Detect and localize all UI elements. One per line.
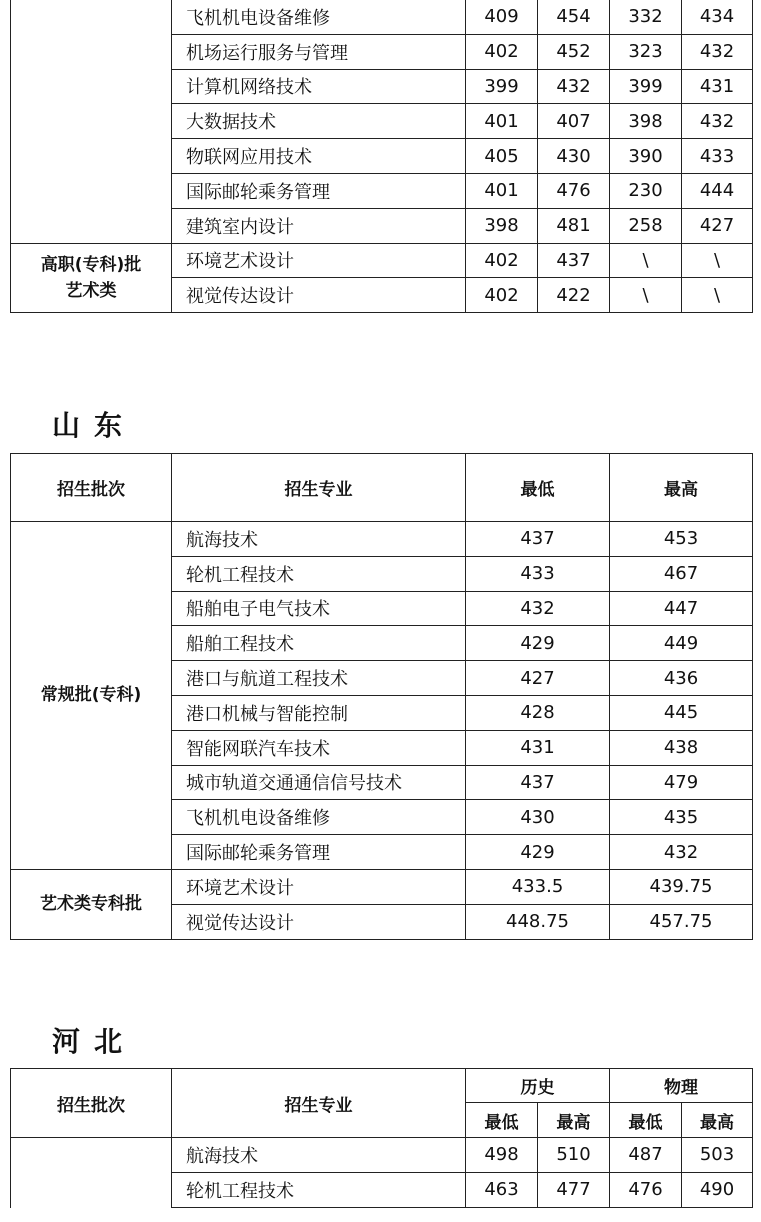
- max-score-cell: 449: [610, 626, 753, 661]
- major-cell: 机场运行服务与管理: [172, 34, 466, 69]
- score-cell: 432: [538, 69, 610, 104]
- header-major: 招生专业: [172, 1069, 466, 1138]
- min-score-cell: 431: [466, 730, 610, 765]
- max-score-cell: 432: [610, 835, 753, 870]
- score-cell: 432: [682, 104, 753, 139]
- score-cell: 431: [682, 69, 753, 104]
- major-cell: 建筑室内设计: [172, 208, 466, 243]
- min-score-cell: 427: [466, 661, 610, 696]
- header-batch: 招生批次: [11, 1069, 172, 1138]
- score-cell: 405: [466, 139, 538, 174]
- major-cell: 轮机工程技术: [172, 556, 466, 591]
- major-cell: 船舶电子电气技术: [172, 591, 466, 626]
- score-cell: 258: [610, 208, 682, 243]
- min-score-cell: 437: [466, 765, 610, 800]
- score-cell: 503: [682, 1138, 753, 1173]
- score-table-shandong: [10, 453, 753, 940]
- min-score-cell: 428: [466, 695, 610, 730]
- min-score-cell: 432: [466, 591, 610, 626]
- major-cell: 大数据技术: [172, 104, 466, 139]
- section-title-shandong: 山东: [52, 409, 137, 442]
- max-score-cell: 447: [610, 591, 753, 626]
- major-cell: 物联网应用技术: [172, 139, 466, 174]
- score-cell: 407: [538, 104, 610, 139]
- score-cell: \: [610, 243, 682, 278]
- major-cell: 智能网联汽车技术: [172, 730, 466, 765]
- score-cell: 433: [682, 139, 753, 174]
- score-cell: 477: [538, 1172, 610, 1207]
- batch-cell: [11, 243, 172, 313]
- score-cell: 402: [466, 34, 538, 69]
- batch-label-line2: 艺术类: [65, 280, 117, 301]
- section-title-hebei: 河北: [52, 1025, 137, 1058]
- major-cell: 飞机机电设备维修: [172, 0, 466, 34]
- table-row: [11, 243, 753, 278]
- min-score-cell: 430: [466, 800, 610, 835]
- batch-cell: 常规批(专科): [11, 522, 172, 870]
- max-score-cell: 438: [610, 730, 753, 765]
- min-score-cell: 437: [466, 522, 610, 557]
- table-row: [11, 1138, 753, 1173]
- header-physics-max: 最高: [682, 1103, 753, 1138]
- major-cell: 视觉传达设计: [172, 278, 466, 313]
- score-cell: 490: [682, 1172, 753, 1207]
- header-physics: 物理: [610, 1069, 753, 1103]
- max-score-cell: 435: [610, 800, 753, 835]
- batch-cell: [11, 1138, 172, 1208]
- table-row: [11, 522, 753, 557]
- score-cell: 390: [610, 139, 682, 174]
- major-cell: 计算机网络技术: [172, 69, 466, 104]
- header-history-max: 最高: [538, 1103, 610, 1138]
- table-row: [11, 0, 753, 34]
- score-cell: 430: [538, 139, 610, 174]
- min-score-cell: 448.75: [466, 904, 610, 939]
- score-cell: 402: [466, 278, 538, 313]
- major-cell: 轮机工程技术: [172, 1172, 466, 1207]
- major-cell: 视觉传达设计: [172, 904, 466, 939]
- major-cell: 国际邮轮乘务管理: [172, 835, 466, 870]
- max-score-cell: 479: [610, 765, 753, 800]
- score-cell: 434: [682, 0, 753, 34]
- max-score-cell: 436: [610, 661, 753, 696]
- major-cell: 环境艺术设计: [172, 243, 466, 278]
- major-cell: 城市轨道交通通信信号技术: [172, 765, 466, 800]
- min-score-cell: 429: [466, 626, 610, 661]
- score-cell: 399: [610, 69, 682, 104]
- major-cell: 环境艺术设计: [172, 869, 466, 904]
- min-score-cell: 433: [466, 556, 610, 591]
- score-cell: 323: [610, 34, 682, 69]
- major-cell: 船舶工程技术: [172, 626, 466, 661]
- score-cell: 427: [682, 208, 753, 243]
- major-cell: 航海技术: [172, 522, 466, 557]
- major-cell: 飞机机电设备维修: [172, 800, 466, 835]
- score-cell: 399: [466, 69, 538, 104]
- score-cell: \: [610, 278, 682, 313]
- max-score-cell: 453: [610, 522, 753, 557]
- table-row: [11, 869, 753, 904]
- score-cell: 422: [538, 278, 610, 313]
- header-history: 历史: [466, 1069, 610, 1103]
- header-max: 最高: [610, 454, 753, 522]
- score-cell: 402: [466, 243, 538, 278]
- score-cell: 454: [538, 0, 610, 34]
- score-cell: 401: [466, 173, 538, 208]
- score-cell: 452: [538, 34, 610, 69]
- score-cell: 398: [610, 104, 682, 139]
- max-score-cell: 439.75: [610, 869, 753, 904]
- score-cell: 498: [466, 1138, 538, 1173]
- score-cell: 437: [538, 243, 610, 278]
- score-cell: 463: [466, 1172, 538, 1207]
- major-cell: 港口与航道工程技术: [172, 661, 466, 696]
- header-major: 招生专业: [172, 454, 466, 522]
- batch-label-line1: 高职(专科)批: [40, 254, 142, 275]
- major-cell: 国际邮轮乘务管理: [172, 173, 466, 208]
- score-cell: 432: [682, 34, 753, 69]
- score-cell: 332: [610, 0, 682, 34]
- score-cell: 230: [610, 173, 682, 208]
- score-cell: 476: [538, 173, 610, 208]
- header-min: 最低: [466, 454, 610, 522]
- min-score-cell: 429: [466, 835, 610, 870]
- score-cell: \: [682, 278, 753, 313]
- max-score-cell: 467: [610, 556, 753, 591]
- max-score-cell: 445: [610, 695, 753, 730]
- header-batch: 招生批次: [11, 454, 172, 522]
- score-table-top: [10, 0, 753, 313]
- max-score-cell: 457.75: [610, 904, 753, 939]
- score-cell: 481: [538, 208, 610, 243]
- min-score-cell: 433.5: [466, 869, 610, 904]
- score-cell: 444: [682, 173, 753, 208]
- header-physics-min: 最低: [610, 1103, 682, 1138]
- score-cell: \: [682, 243, 753, 278]
- score-cell: 398: [466, 208, 538, 243]
- major-cell: 港口机械与智能控制: [172, 695, 466, 730]
- score-cell: 409: [466, 0, 538, 34]
- score-cell: 401: [466, 104, 538, 139]
- major-cell: 航海技术: [172, 1138, 466, 1173]
- score-cell: 510: [538, 1138, 610, 1173]
- score-cell: 487: [610, 1138, 682, 1173]
- batch-cell: 艺术类专科批: [11, 869, 172, 939]
- batch-cell: [11, 0, 172, 243]
- score-table-hebei: [10, 1068, 753, 1208]
- score-cell: 476: [610, 1172, 682, 1207]
- header-history-min: 最低: [466, 1103, 538, 1138]
